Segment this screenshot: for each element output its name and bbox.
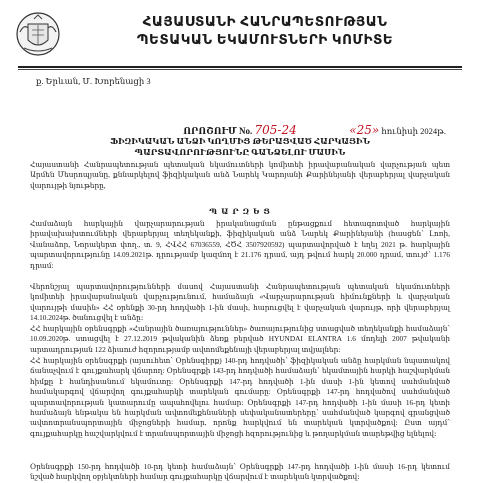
body-paragraph: ՀՀ հարկային օրենսգրքի «Հանրային ծառայություններ» ծառայությունից ստացված տեղեկանքի համաձայն՝ 10.09.2020թ. ստացվել է 27.12.2019 թվականին ձեռք բերված HYUNDAI ELANTRA 1.6 մոդելի 2007 թվականի արտադրության 122 ձիաուժ հզորությամբ ավտոմեքենայի վերաբերյալ տվյալներ: xyxy=(30,324,450,354)
date-rest: հունիսի 2024թ. xyxy=(381,126,446,136)
order-label: ՈՐՈՇՈՒՄ No. xyxy=(183,126,253,136)
header-divider xyxy=(18,66,462,68)
armenia-coat-of-arms-icon xyxy=(14,10,62,58)
body-paragraph: Համաձայն հարկային վարչարարության իրականացման ընթացքում հետագոտված հարկային իրավախախտումների վերաբերյալ տեղեկանքի, ֆիզիկական անձ Նարեկ Քարինեյանի (հասցեն՝ Լոռի, Վանաձոր, Նորակերտ փող., տ. 9, ՀՎՀՀ 67036559, ՀԾՀ 3507920592) պարտավորված է եղել 2021 թ. հարկային պարտավորությունը 14.09.2021թ. դրությամբ կազմող է 21.176 դրամ, այդ թվում հարկ 20.000 դրամ, տույժ՝ 1.176 դրամ: xyxy=(30,219,450,270)
order-number-handwritten: 705-24 xyxy=(254,123,297,137)
body-paragraph: Վերոնշյալ պարտավորությունների մասով Հայաստանի Հանրապետության պետական եկամուտների կոմիտեի իրավաբանական վարչությունում, համաձայն «Վարչարարության հիմունքների և վարչական վարույթի մասին» ՀՀ օրենքի 30-րդ հոդվածի 1-ին մասի, հարուցվել է վարչական վարույթ, որի վերաբերյալ 14.10.2024թ. ծանուցվել է անձը։ xyxy=(30,282,450,323)
address: ք. Երևան, Մ. Խորենացի 3 xyxy=(36,76,151,86)
body-paragraph: ՀՀ հարկային օրենսգրքի (այսուհետ՝ Օրենսգիրք) 140-րդ հոդվածի՝ ֆիզիկական անձը հարկման նպատակով ճանաչվում է գույքահարկ վճարող: Օրենսգրքի 143-րդ հոդվածի համաձայն՝ եկամտային հարկի հաշվարկման հիմքը է հանդիսանում եկամուտը: Օրենսգրքի 147-րդ հոդվածի 1-ին մասի 1-ին կետով սահմանված համակարգով վճարվող գույքահարկի տարեկան գումարը: Օրենսգրքի 147-րդ հոդվածով սահմանված պարտավորության կատարումը ապահովելու համար: Օրենսգրքի 147-րդ հոդվածի 1-ին մասի 16-րդ կետի համաձայն ենթակա են հարկման ավտոմեքենաների սեփականատերերը՝ սահմանված կարգով գրանցված ավտոտրանսպորտային միջոցների համար, որոնք հարկվում են տարեկան կտրվածքով։ Ըստ այդմ՝ գույքահարկը հաշվարկվում է տրանսպորտային միջոցի հզորությունից և թողարկման տարեթվից ելնելով։ xyxy=(30,356,450,438)
document-title-line1: ՖԻԶԻԿԱԿԱՆ ԱՆՁԻ ԿՈՂՄԻՑ ԹԵՐԱՑՎԱԾ ՀԱՐԿԱՅԻՆ xyxy=(110,137,370,146)
agency-header-line2: ՊԵՏԱԿԱՆ ԵԿԱՄՈՒՏՆԵՐԻ ԿՈՄԻՏԵ xyxy=(136,32,394,47)
section-heading: Պ Ա Ր Զ Ե Ց xyxy=(209,207,271,216)
body-paragraph: Օրենսգրքի 150-րդ հոդվածի 10-րդ կետի համաձայն՝ Օրենսգրքի 147-րդ հոդվածի 1-ին մասի 16-րդ կետում նշված հարկվող օբյեկտների համար գույքահարկը վճարվում է տարեկան կտրվածքով։ xyxy=(30,462,450,482)
date-day-handwritten: «25» xyxy=(349,123,380,137)
agency-header-line1: ՀԱՅԱՍՏԱՆԻ ՀԱՆՐԱՊԵՏՈՒԹՅԱՆ xyxy=(142,14,388,29)
document-date xyxy=(349,123,446,137)
header-divider-thin xyxy=(18,69,462,70)
intro-paragraph: Հայաստանի Հանրապետության պետական եկամուտների կոմիտեի իրավաբանական վարչության պետ Արմեն Մեսրոպյանը, քննարկելով ֆիզիկական անձ Նարեկ Կարոյանի Քարինեյանի վերաբերյալ վարչական վարույթի նյութերը, xyxy=(30,160,450,190)
document-title-line2: ՊԱՐՏԱՎՈՐՈՒԹՅՈՒՆԸ ԳԱՆՁԵԼՈՒ ՄԱՍԻՆ xyxy=(134,148,346,157)
